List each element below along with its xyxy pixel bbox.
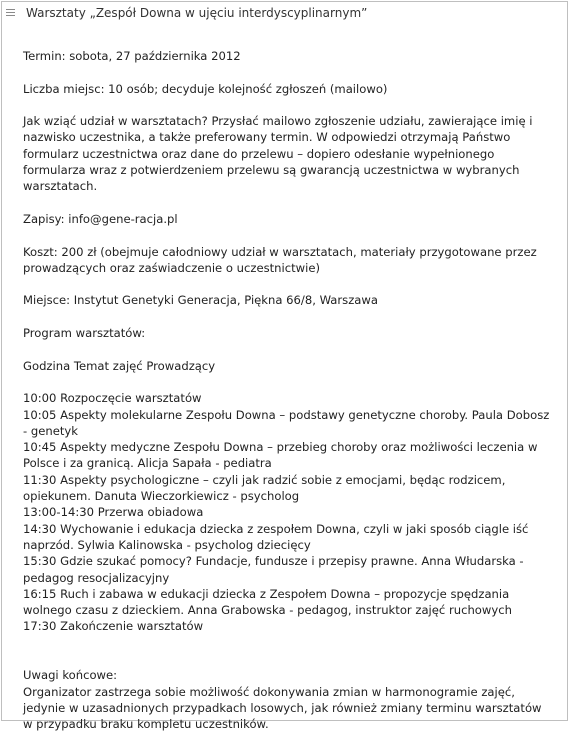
koszt-text: Koszt: 200 zł (obejmuje całodniowy udział w warsztatach, materiały przygotowane przez prowadzących oraz zaświadczenie o uczestnictwie)	[23, 244, 537, 275]
zapisy-text: Zapisy: info@gene-racja.pl	[23, 211, 178, 226]
miejsce-text: Miejsce: Instytut Genetyki Generacja, Piękna 66/8, Warszawa	[23, 293, 378, 308]
termin-text: Termin: sobota, 27 października 2012	[23, 49, 241, 63]
program-list	[23, 390, 553, 634]
program-item: 10:05 Aspekty molekularne Zespołu Downa – podstawy genetyczne choroby. Paula Dobosz - genetyk	[23, 407, 550, 438]
uwagi-heading: Uwagi końcowe:	[23, 668, 118, 683]
program-item: 10:00 Rozpoczęcie warsztatów	[23, 391, 202, 406]
program-columns: Godzina Temat zajęć Prowadzący	[23, 358, 216, 373]
program-item: 14:30 Wychowanie i edukacja dziecka z zespołem Downa, czyli w jaki sposób ciągle iść naprzód. Sylwia Kalinowska - psycholog dziecięcy	[23, 521, 529, 552]
liczba-miejsc-text: Liczba miejsc: 10 osób; decyduje kolejność zgłoszeń (mailowo)	[23, 81, 388, 96]
menu-icon[interactable]	[6, 8, 16, 18]
document-body	[23, 48, 553, 732]
program-item: 13:00-14:30 Przerwa obiadowa	[23, 505, 204, 520]
program-heading: Program warsztatów:	[23, 326, 146, 341]
uwagi-text: Organizator zastrzega sobie możliwość dokonywania zmian w harmonogramie zajęć, jedynie w uzasadnionych przypadkach losowych, jak również zmiany terminu warsztatów w przypadku braku kompletu uczestników.	[23, 684, 542, 732]
program-item: 16:15 Ruch i zabawa w edukacji dziecka z Zespołem Downa – propozycje spędzania wolnego czasu z dzieckiem. Anna Grabowska - pedagog, instruktor zajęć ruchowych	[23, 586, 512, 618]
document-header	[6, 5, 367, 21]
program-item: 17:30 Zakończenie warsztatów	[23, 619, 204, 634]
program-item: 10:45 Aspekty medyczne Zespołu Downa – przebieg choroby oraz możliwości leczenia w Polsce i za granicą. Alicja Sapała - pediatra	[23, 440, 538, 471]
program-item: 15:30 Gdzie szukać pomocy? Fundacje, fundusze i przepisy prawne. Anna Włudarska - pedagog resocjalizacyjny	[23, 554, 524, 585]
program-item: 11:30 Aspekty psychologiczne – czyli jak radzić sobie z emocjami, będąc rodzicem, opiekunem. Danuta Wieczorkiewicz - psycholog	[23, 472, 506, 504]
document-title: Warsztaty „Zespół Downa w ujęciu interdyscyplinarnym”	[26, 6, 368, 20]
jak-wziac-udzial-text: Jak wziąć udział w warsztatach? Przysłać mailowo zgłoszenie udziału, zawierające imię i nazwisko uczestnika, a także preferowany termin. W odpowiedzi otrzymają Państwo formularz uczestnictwa oraz dane do przelewu – dopiero odesłanie wypełnionego formularza wraz z potwierdzeniem przelewu są gwarancją uczestnictwa w wybranych warsztatach.	[23, 114, 533, 194]
